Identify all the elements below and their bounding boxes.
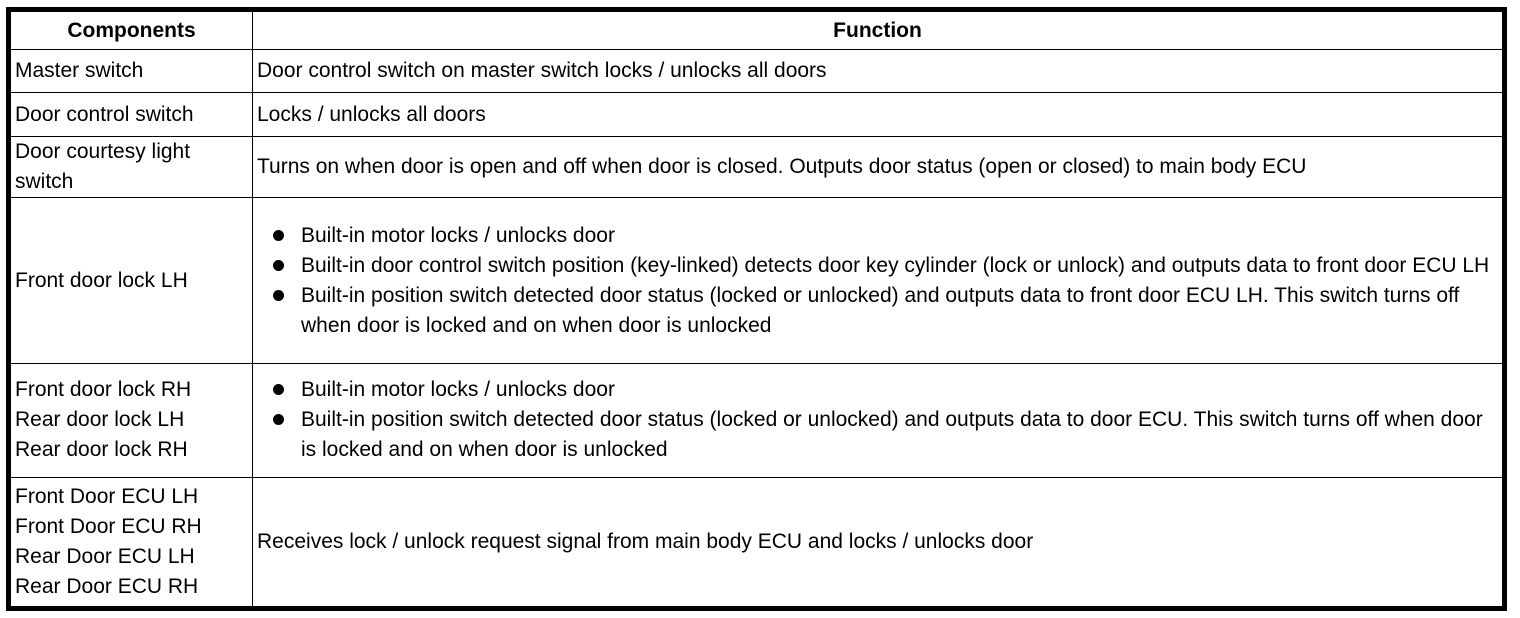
function-cell [253, 363, 1503, 477]
table-row-door-ecus [11, 477, 1503, 606]
function-bullet [257, 281, 1502, 341]
component-cell [11, 93, 253, 136]
component-name: Front Door ECU RH [15, 514, 202, 538]
component-name: Front Door ECU LH [15, 484, 199, 508]
function-bullet [257, 221, 1502, 251]
function-cell [253, 198, 1503, 363]
bullet-dot-icon [273, 384, 284, 395]
function-bullet-text: Built-in door control switch position (key-linked) detects door key cylinder (lock or unlock) and outputs data to front door ECU LH [301, 253, 1490, 277]
component-cell [11, 363, 253, 477]
header-function: Function [253, 12, 1503, 50]
component-cell: Door courtesy light switch [11, 136, 253, 198]
function-bullet-list [257, 221, 1502, 341]
function-bullet-list [257, 375, 1502, 465]
component-cell [11, 50, 253, 93]
component-cell [11, 477, 253, 606]
table-row-door-locks [11, 363, 1503, 477]
bullet-dot-icon [273, 260, 284, 271]
component-name: Rear Door ECU LH [15, 544, 195, 568]
function-cell: Door control switch on master switch locks / unlocks all doors [253, 50, 1503, 93]
function-cell: Locks / unlocks all doors [253, 93, 1503, 136]
bullet-dot-icon [273, 414, 284, 425]
function-cell: Receives lock / unlock request signal from main body ECU and locks / unlocks door [253, 477, 1503, 606]
component-cell [11, 198, 253, 363]
component-name: Rear door lock LH [15, 408, 185, 432]
function-bullet-text: Built-in motor locks / unlocks door [301, 378, 615, 402]
function-bullet [257, 251, 1502, 281]
table-row-door-courtesy-light-switch [11, 136, 1503, 198]
function-bullet [257, 375, 1502, 405]
function-cell: Turns on when door is open and off when door is closed. Outputs door status (open or closed) to main body ECU [253, 136, 1503, 198]
table-row-front-door-lock-lh [11, 198, 1503, 363]
component-name: Front door lock LH [15, 268, 188, 292]
component-name: Rear Door ECU RH [15, 574, 199, 598]
component-name: Rear door lock RH [15, 438, 188, 462]
function-bullet-text: Built-in motor locks / unlocks door [301, 223, 615, 247]
component-name: Front door lock RH [15, 378, 192, 402]
function-bullet-text: Built-in position switch detected door status (locked or unlocked) and outputs data to door ECU. This switch turns off when door is locked and on when door is unlocked [301, 408, 1483, 462]
function-bullet-text: Built-in position switch detected door status (locked or unlocked) and outputs data to front door ECU LH. This switch turns off when door is locked and on when door is unlocked [301, 283, 1460, 337]
function-bullet [257, 405, 1502, 465]
components-function-table-frame [6, 7, 1507, 611]
table-row-master-switch [11, 50, 1503, 93]
component-name: Master switch [15, 59, 144, 83]
component-name: Door control switch [15, 102, 194, 126]
components-function-table [10, 11, 1503, 607]
header-components: Components [11, 12, 253, 50]
bullet-dot-icon [273, 290, 284, 301]
table-row-door-control-switch [11, 93, 1503, 136]
bullet-dot-icon [273, 230, 284, 241]
header-row [11, 12, 1503, 50]
